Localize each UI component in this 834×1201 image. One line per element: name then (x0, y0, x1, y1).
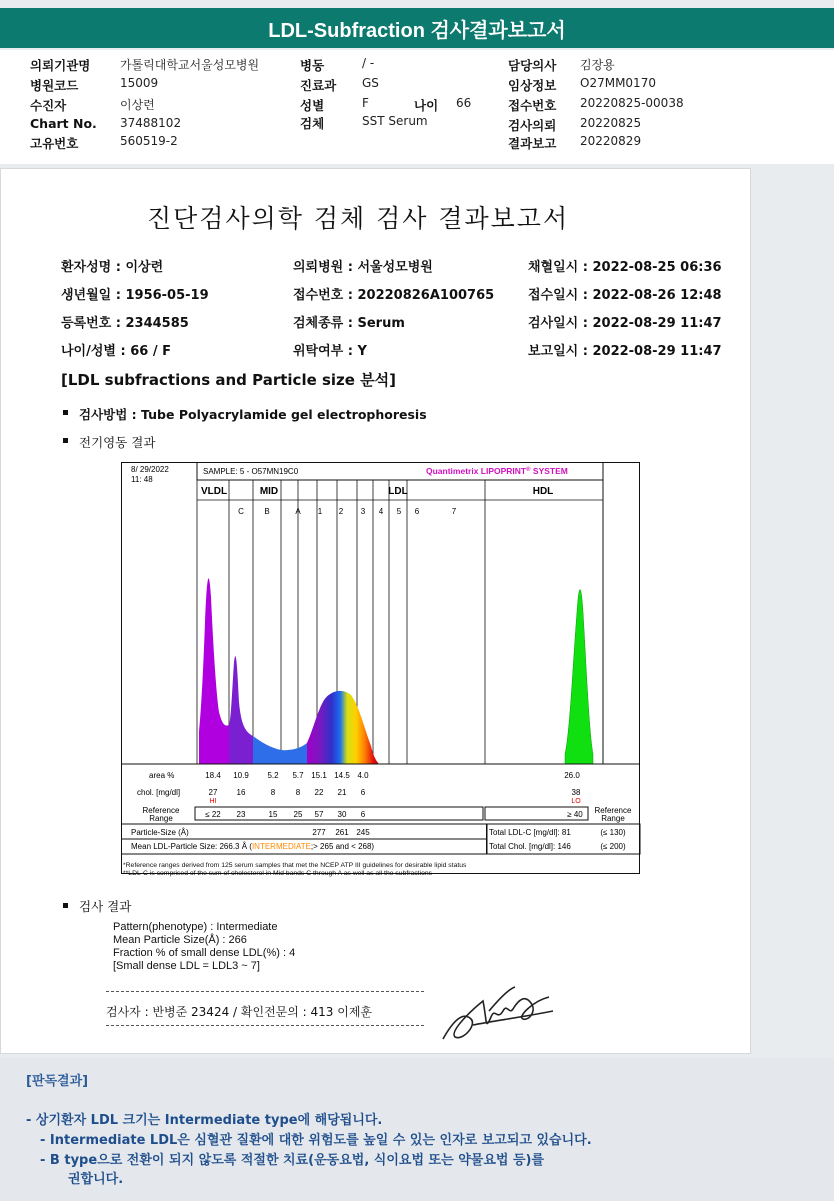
label-age: 나이 (414, 98, 439, 113)
lipoprint-chart (121, 462, 641, 882)
patient-name: 환자성명 : 이상련 (61, 260, 164, 275)
label-receipt-no: 접수번호 (508, 98, 557, 113)
ref-label-right-1: Reference (594, 806, 632, 815)
area-value: 10.9 (233, 771, 249, 780)
electrophoresis-heading: 전기영동 결과 (79, 435, 156, 450)
value-receipt-no: 20220825-00038 (580, 96, 684, 110)
interpretation-line-2: - Intermediate LDL은 심혈관 질환에 대한 위험도를 높일 수 있는 인자로 보고되고 있습니다. (40, 1133, 592, 1148)
ref-label-right-2: Range (601, 814, 625, 823)
band-label-1: 1 (317, 507, 323, 516)
chol-value: 8 (295, 788, 301, 797)
order-info-panel (0, 50, 834, 164)
value-department: GS (362, 76, 379, 90)
chol-value: 22 (314, 788, 324, 797)
result-mean-size: Mean Particle Size(Å) : 266 (113, 934, 247, 946)
value-chart-no: 37488102 (120, 116, 182, 130)
chart-date: 8/ 29/2022 (131, 465, 169, 474)
test-method: 검사방법 : Tube Polyacrylamide gel electrophoresis (79, 407, 427, 422)
ref-value: 25 (293, 810, 303, 819)
bullet-icon (63, 438, 68, 443)
area-value: 14.5 (334, 771, 350, 780)
label-hospital-code: 병원코드 (30, 78, 79, 93)
specimen-type: 검체종류 : Serum (293, 316, 405, 331)
outsourced: 위탁여부 : Y (293, 344, 367, 359)
result-heading: 검사 결과 (79, 899, 132, 914)
total-chol: Total Chol. [mg/dl]: 146 (489, 842, 571, 851)
band-label-4: 4 (378, 507, 384, 516)
test-datetime: 검사일시 : 2022-08-29 11:47 (528, 316, 722, 331)
signature-rule-bottom (106, 1025, 424, 1026)
chol-hdl: 38 (571, 788, 581, 797)
section-title: [LDL subfractions and Particle size 분석] (61, 371, 397, 389)
interpretation-title: [판독결과] (26, 1074, 89, 1089)
chart-brand: Quantimetrix LIPOPRINT® SYSTEM (426, 466, 568, 476)
chol-value: 6 (360, 788, 366, 797)
chart-sample: SAMPLE: 5 - O57MN19C0 (203, 467, 299, 476)
header-title: LDL-Subfraction 검사결과보고서 (268, 19, 566, 42)
area-value: 5.2 (267, 771, 279, 780)
group-mid: MID (259, 486, 279, 497)
ref-hdl: ≥ 40 (567, 810, 583, 819)
scanned-report (0, 168, 751, 1054)
group-hdl: HDL (532, 486, 554, 497)
band-label-b: B (264, 507, 270, 516)
label-unique-no: 고유번호 (30, 136, 79, 151)
footnote-1: *Reference ranges derived from 125 serum samples that met the NCEP ATP III guidelines for desirable lipid status (123, 862, 467, 869)
label-ward: 병동 (300, 58, 325, 73)
value-doctor: 김장용 (580, 58, 615, 72)
total-ldl: Total LDL-C [mg/dl]: 81 (489, 828, 571, 837)
value-specimen: SST Serum (362, 114, 428, 128)
band-label-7: 7 (451, 507, 457, 516)
band-label-c: C (238, 507, 244, 516)
collection-datetime: 채혈일시 : 2022-08-25 06:36 (528, 260, 722, 275)
value-ward: / - (362, 56, 375, 70)
chart-frame (122, 463, 640, 874)
band-label-a: A (295, 507, 301, 516)
label-examinee: 수진자 (30, 98, 67, 113)
value-clinical-info: O27MM0170 (580, 76, 656, 90)
ref-value: 30 (337, 810, 347, 819)
particle-size-label: Particle-Size (Å) (131, 828, 189, 837)
footnote-2: **LDL-C is comprised of the sum of cholesterol in Mid bands C through A as well as all the subfractions (123, 870, 433, 877)
label-report-date: 결과보고 (508, 136, 557, 151)
label-clinical-info: 임상정보 (508, 78, 557, 93)
group-vldl: VLDL (200, 486, 228, 497)
value-unique-no: 560519-2 (120, 134, 178, 148)
value-examinee: 이상련 (120, 98, 155, 112)
label-chart-no: Chart No. (30, 116, 97, 131)
signature-rule-top (106, 991, 424, 992)
birth-date: 생년월일 : 1956-05-19 (61, 288, 209, 303)
interpretation-line-1: - 상기환자 LDL 크기는 Intermediate type에 해당됩니다. (26, 1113, 383, 1128)
signer-line: 검사자 : 반병준 23424 / 확인전문의 : 413 이제훈 (106, 1005, 373, 1019)
band-label-2: 2 (338, 507, 344, 516)
area-label: area % (149, 771, 175, 780)
mean-ldl-size: Mean LDL-Particle Size: 266.3 Å (INTERMEDIATE;> 265 and < 268) (131, 842, 375, 851)
ref-value: 23 (236, 810, 246, 819)
chol-value: 27 (208, 788, 218, 797)
band-label-5: 5 (396, 507, 402, 516)
signature-image (433, 981, 563, 1051)
value-report-date: 20220829 (580, 134, 642, 148)
label-request-date: 검사의뢰 (508, 118, 557, 133)
ref-label-1: Reference (142, 806, 180, 815)
area-value: 15.1 (311, 771, 327, 780)
bullet-icon (63, 903, 68, 908)
ref-value: 6 (360, 810, 366, 819)
result-pattern: Pattern(phenotype) : Intermediate (113, 921, 278, 933)
label-specimen: 검체 (300, 116, 325, 131)
group-ldl: LDL (388, 486, 408, 497)
label-department: 진료과 (300, 78, 337, 93)
value-hospital-code: 15009 (120, 76, 159, 90)
requesting-hospital: 의뢰병원 : 서울성모병원 (293, 260, 433, 275)
chol-label: chol. [mg/dl] (137, 788, 181, 797)
ref-value: 15 (268, 810, 278, 819)
registration-no: 등록번호 : 2344585 (61, 316, 189, 331)
value-age: 66 (456, 96, 472, 110)
report-header-bar (0, 8, 834, 48)
report-datetime: 보고일시 : 2022-08-29 11:47 (528, 344, 722, 359)
hi-flag: HI (209, 798, 217, 805)
accession-no: 접수번호 : 20220826A100765 (293, 288, 495, 303)
label-sex: 성별 (300, 98, 325, 113)
receipt-datetime: 접수일시 : 2022-08-26 12:48 (528, 288, 722, 303)
ref-value: ≤ 22 (205, 810, 221, 819)
area-value: 18.4 (205, 771, 221, 780)
chol-value: 8 (270, 788, 276, 797)
lo-flag: LO (571, 798, 581, 805)
band-label-6: 6 (414, 507, 420, 516)
value-sex: F (362, 96, 369, 110)
total-chol-ref: (≤ 200) (600, 842, 626, 851)
particle-size-value: 245 (356, 828, 370, 837)
label-institution: 의뢰기관명 (30, 58, 91, 73)
label-doctor: 담당의사 (508, 58, 557, 73)
band-label-3: 3 (360, 507, 366, 516)
particle-size-value: 261 (335, 828, 349, 837)
bullet-icon (63, 410, 68, 415)
area-value: 5.7 (292, 771, 304, 780)
interpretation-line-4: 권합니다. (68, 1172, 124, 1187)
age-sex: 나이/성별 : 66 / F (61, 344, 172, 359)
total-ldl-ref: (≤ 130) (600, 828, 626, 837)
result-definition: [Small dense LDL = LDL3 ~ 7] (113, 960, 260, 972)
particle-size-value: 277 (312, 828, 326, 837)
interpretation-line-3: - B type으로 전환이 되지 않도록 적절한 치료(운동요법, 식이요법 또는 약물요법 등)를 (40, 1153, 545, 1168)
interpretation-panel (0, 1058, 834, 1201)
chol-value: 16 (236, 788, 246, 797)
report-title: 진단검사의학 검체 검사 결과보고서 (147, 204, 570, 233)
area-hdl: 26.0 (564, 771, 580, 780)
result-fraction: Fraction % of small dense LDL(%) : 4 (113, 947, 296, 959)
ref-label-2: Range (149, 814, 173, 823)
ref-value: 57 (314, 810, 324, 819)
chart-time: 11: 48 (131, 475, 153, 484)
chol-value: 21 (337, 788, 347, 797)
area-value: 4.0 (357, 771, 369, 780)
value-request-date: 20220825 (580, 116, 642, 130)
value-institution: 가톨릭대학교서울성모병원 (120, 58, 260, 72)
